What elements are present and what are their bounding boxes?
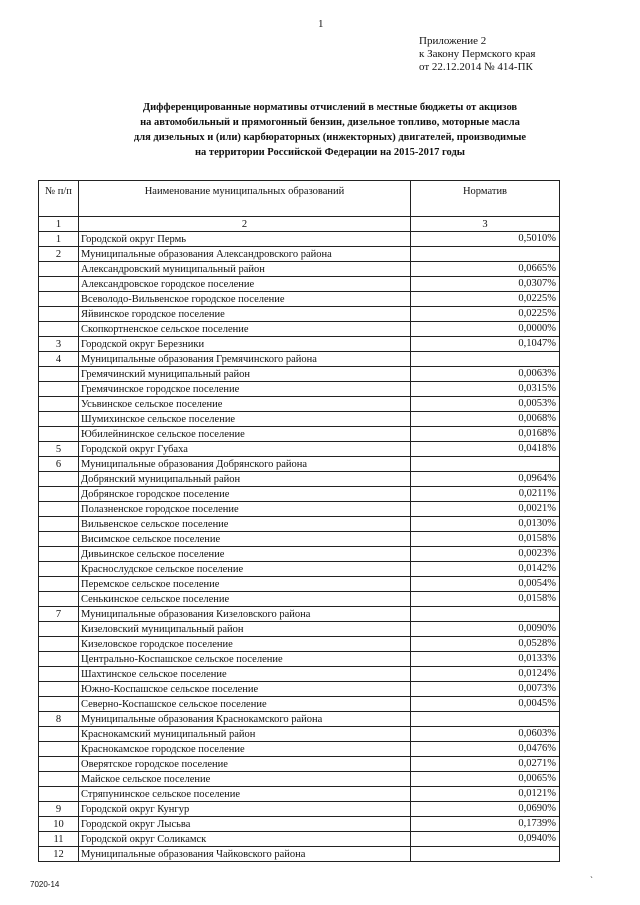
row-number bbox=[39, 487, 79, 502]
page-number: 1 bbox=[318, 18, 324, 30]
row-value bbox=[411, 847, 560, 862]
document-code: 7020-14 bbox=[30, 880, 60, 889]
appendix-line: от 22.12.2014 № 414-ПК bbox=[419, 61, 533, 73]
row-name: Полазненское городское поселение bbox=[79, 502, 411, 517]
row-name: Перемское сельское поселение bbox=[79, 577, 411, 592]
table-row bbox=[39, 682, 560, 697]
row-number bbox=[39, 517, 79, 532]
row-value: 0,0665% bbox=[411, 262, 560, 277]
row-value: 0,0121% bbox=[411, 787, 560, 802]
row-number: 2 bbox=[39, 247, 79, 262]
row-value: 0,0158% bbox=[411, 532, 560, 547]
row-value: 0,0054% bbox=[411, 577, 560, 592]
row-name: Центрально-Коспашское сельское поселение bbox=[79, 652, 411, 667]
row-value: 0,0690% bbox=[411, 802, 560, 817]
title-line: Дифференцированные нормативы отчислений в местные бюджеты от акцизов bbox=[142, 102, 518, 113]
title-line: на автомобильный и прямогонный бензин, дизельное топливо, моторные масла bbox=[140, 117, 520, 128]
row-name: Добрянский муниципальный район bbox=[79, 472, 411, 487]
row-value: 0,0940% bbox=[411, 832, 560, 847]
row-name: Добрянское городское поселение bbox=[79, 487, 411, 502]
table-row bbox=[39, 232, 560, 247]
row-number bbox=[39, 397, 79, 412]
row-number: 10 bbox=[39, 817, 79, 832]
table-row bbox=[39, 847, 560, 862]
row-value: 0,0068% bbox=[411, 412, 560, 427]
row-number bbox=[39, 292, 79, 307]
row-name: Городской округ Лысьва bbox=[79, 817, 411, 832]
row-name: Усьвинское сельское поселение bbox=[79, 397, 411, 412]
table-row bbox=[39, 562, 560, 577]
row-value: 0,0271% bbox=[411, 757, 560, 772]
table-row bbox=[39, 757, 560, 772]
table-row bbox=[39, 397, 560, 412]
row-name: Сенькинское сельское поселение bbox=[79, 592, 411, 607]
row-value: 0,0124% bbox=[411, 667, 560, 682]
table-row bbox=[39, 292, 560, 307]
row-name: Вильвенское сельское поселение bbox=[79, 517, 411, 532]
table-row bbox=[39, 427, 560, 442]
row-name: Краснослудское сельское поселение bbox=[79, 562, 411, 577]
normatives-table bbox=[38, 180, 560, 862]
title-line: на территории Российской Федерации на 2015-2017 годы bbox=[194, 147, 465, 158]
row-number bbox=[39, 367, 79, 382]
row-number: 3 bbox=[39, 337, 79, 352]
title-line: для дизельных и (или) карбюраторных (инжекторных) двигателей, производимые bbox=[133, 132, 527, 143]
row-value: 0,0063% bbox=[411, 367, 560, 382]
row-number: 4 bbox=[39, 352, 79, 367]
row-value: 0,0142% bbox=[411, 562, 560, 577]
index-cell: 2 bbox=[79, 217, 411, 232]
table-row bbox=[39, 652, 560, 667]
table-header-row bbox=[39, 181, 560, 217]
row-number: 9 bbox=[39, 802, 79, 817]
row-number: 6 bbox=[39, 457, 79, 472]
row-number bbox=[39, 322, 79, 337]
row-number bbox=[39, 787, 79, 802]
row-value bbox=[411, 457, 560, 472]
appendix-line: к Закону Пермского края bbox=[419, 48, 536, 60]
appendix-block bbox=[419, 35, 535, 74]
row-name: Городской округ Кунгур bbox=[79, 802, 411, 817]
row-value: 0,0045% bbox=[411, 697, 560, 712]
row-name: Яйвинское городское поселение bbox=[79, 307, 411, 322]
row-name: Александровское городское поселение bbox=[79, 277, 411, 292]
row-number: 1 bbox=[39, 232, 79, 247]
row-number: 7 bbox=[39, 607, 79, 622]
table-row bbox=[39, 592, 560, 607]
row-value: 0,0130% bbox=[411, 517, 560, 532]
row-name: Гремячинское городское поселение bbox=[79, 382, 411, 397]
row-value: 0,0476% bbox=[411, 742, 560, 757]
table-row bbox=[39, 277, 560, 292]
row-number bbox=[39, 427, 79, 442]
table-row bbox=[39, 517, 560, 532]
row-value: 0,5010% bbox=[411, 232, 560, 247]
row-name: Муниципальные образования Краснокамского района bbox=[79, 712, 411, 727]
row-value: 0,0023% bbox=[411, 547, 560, 562]
index-cell: 1 bbox=[39, 217, 79, 232]
row-number bbox=[39, 547, 79, 562]
row-name: Александровский муниципальный район bbox=[79, 262, 411, 277]
row-value: 0,0603% bbox=[411, 727, 560, 742]
row-name: Кизеловское городское поселение bbox=[79, 637, 411, 652]
row-number bbox=[39, 742, 79, 757]
table-row bbox=[39, 472, 560, 487]
table-row bbox=[39, 337, 560, 352]
row-name: Муниципальные образования Добрянского района bbox=[79, 457, 411, 472]
row-value: 0,0073% bbox=[411, 682, 560, 697]
row-number: 8 bbox=[39, 712, 79, 727]
stray-mark: ˏ bbox=[590, 868, 593, 878]
row-name: Юбилейнинское сельское поселение bbox=[79, 427, 411, 442]
row-name: Оверятское городское поселение bbox=[79, 757, 411, 772]
row-number bbox=[39, 307, 79, 322]
row-value: 0,0065% bbox=[411, 772, 560, 787]
row-name: Висимское сельское поселение bbox=[79, 532, 411, 547]
row-value: 0,0315% bbox=[411, 382, 560, 397]
table-body bbox=[39, 232, 560, 862]
row-value bbox=[411, 607, 560, 622]
row-name: Муниципальные образования Кизеловского района bbox=[79, 607, 411, 622]
table-row bbox=[39, 307, 560, 322]
table-row bbox=[39, 622, 560, 637]
row-value: 0,0528% bbox=[411, 637, 560, 652]
table-row bbox=[39, 607, 560, 622]
row-value: 0,0090% bbox=[411, 622, 560, 637]
row-value: 0,0225% bbox=[411, 307, 560, 322]
row-value: 0,0307% bbox=[411, 277, 560, 292]
row-value bbox=[411, 352, 560, 367]
row-name: Краснокамское городское поселение bbox=[79, 742, 411, 757]
row-number bbox=[39, 592, 79, 607]
row-name: Городской округ Березники bbox=[79, 337, 411, 352]
table-index-row bbox=[39, 217, 560, 232]
row-value: 0,0000% bbox=[411, 322, 560, 337]
row-value bbox=[411, 712, 560, 727]
table-row bbox=[39, 817, 560, 832]
row-name: Северно-Коспашское сельское поселение bbox=[79, 697, 411, 712]
row-name: Краснокамский муниципальный район bbox=[79, 727, 411, 742]
appendix-line: Приложение 2 bbox=[419, 35, 487, 47]
row-name: Муниципальные образования Гремячинского района bbox=[79, 352, 411, 367]
row-number bbox=[39, 262, 79, 277]
table-row bbox=[39, 502, 560, 517]
table-row bbox=[39, 697, 560, 712]
row-number bbox=[39, 727, 79, 742]
table-row bbox=[39, 262, 560, 277]
table-row bbox=[39, 532, 560, 547]
row-number bbox=[39, 562, 79, 577]
row-name: Городской округ Губаха bbox=[79, 442, 411, 457]
row-number: 5 bbox=[39, 442, 79, 457]
row-number bbox=[39, 637, 79, 652]
row-value: 0,0158% bbox=[411, 592, 560, 607]
row-value: 0,0021% bbox=[411, 502, 560, 517]
table-row bbox=[39, 547, 560, 562]
row-value bbox=[411, 247, 560, 262]
row-number bbox=[39, 772, 79, 787]
row-name: Южно-Коспашское сельское поселение bbox=[79, 682, 411, 697]
row-number bbox=[39, 532, 79, 547]
row-name: Шумихинское сельское поселение bbox=[79, 412, 411, 427]
row-name: Муниципальные образования Александровского района bbox=[79, 247, 411, 262]
header-name: Наименование муниципальных образований bbox=[79, 181, 411, 217]
row-number bbox=[39, 652, 79, 667]
table-row bbox=[39, 667, 560, 682]
table-row bbox=[39, 442, 560, 457]
row-value: 0,0211% bbox=[411, 487, 560, 502]
row-value: 0,0168% bbox=[411, 427, 560, 442]
table-row bbox=[39, 772, 560, 787]
row-name: Всеволодо-Вильвенское городское поселение bbox=[79, 292, 411, 307]
row-number: 11 bbox=[39, 832, 79, 847]
row-name: Скопкортненское сельское поселение bbox=[79, 322, 411, 337]
row-name: Муниципальные образования Чайковского района bbox=[79, 847, 411, 862]
table-row bbox=[39, 742, 560, 757]
row-value: 0,0053% bbox=[411, 397, 560, 412]
table-row bbox=[39, 367, 560, 382]
table-row bbox=[39, 832, 560, 847]
table-row bbox=[39, 802, 560, 817]
table-row bbox=[39, 247, 560, 262]
table-row bbox=[39, 382, 560, 397]
table-row bbox=[39, 457, 560, 472]
row-number bbox=[39, 277, 79, 292]
row-number bbox=[39, 577, 79, 592]
row-number bbox=[39, 682, 79, 697]
row-number: 12 bbox=[39, 847, 79, 862]
row-name: Дивьинское сельское поселение bbox=[79, 547, 411, 562]
row-value: 0,0964% bbox=[411, 472, 560, 487]
row-name: Кизеловский муниципальный район bbox=[79, 622, 411, 637]
index-cell: 3 bbox=[411, 217, 560, 232]
row-name: Майское сельское поселение bbox=[79, 772, 411, 787]
row-name: Шахтинское сельское поселение bbox=[79, 667, 411, 682]
table-row bbox=[39, 637, 560, 652]
row-value: 0,1047% bbox=[411, 337, 560, 352]
table-row bbox=[39, 412, 560, 427]
header-num: № п/п bbox=[39, 181, 79, 217]
table-row bbox=[39, 712, 560, 727]
row-name: Городской округ Соликамск bbox=[79, 832, 411, 847]
table-row bbox=[39, 322, 560, 337]
table-row bbox=[39, 577, 560, 592]
row-number bbox=[39, 697, 79, 712]
row-name: Городской округ Пермь bbox=[79, 232, 411, 247]
row-number bbox=[39, 502, 79, 517]
row-value: 0,0133% bbox=[411, 652, 560, 667]
row-value: 0,0225% bbox=[411, 292, 560, 307]
row-number bbox=[39, 382, 79, 397]
row-value: 0,0418% bbox=[411, 442, 560, 457]
row-number bbox=[39, 757, 79, 772]
table-row bbox=[39, 352, 560, 367]
row-name: Стряпунинское сельское поселение bbox=[79, 787, 411, 802]
table-row bbox=[39, 787, 560, 802]
table-row bbox=[39, 487, 560, 502]
header-value: Норматив bbox=[411, 181, 560, 217]
document-title bbox=[60, 100, 600, 160]
row-name: Гремячинский муниципальный район bbox=[79, 367, 411, 382]
row-number bbox=[39, 667, 79, 682]
row-number bbox=[39, 622, 79, 637]
table-row bbox=[39, 727, 560, 742]
row-number bbox=[39, 472, 79, 487]
row-number bbox=[39, 412, 79, 427]
row-value: 0,1739% bbox=[411, 817, 560, 832]
